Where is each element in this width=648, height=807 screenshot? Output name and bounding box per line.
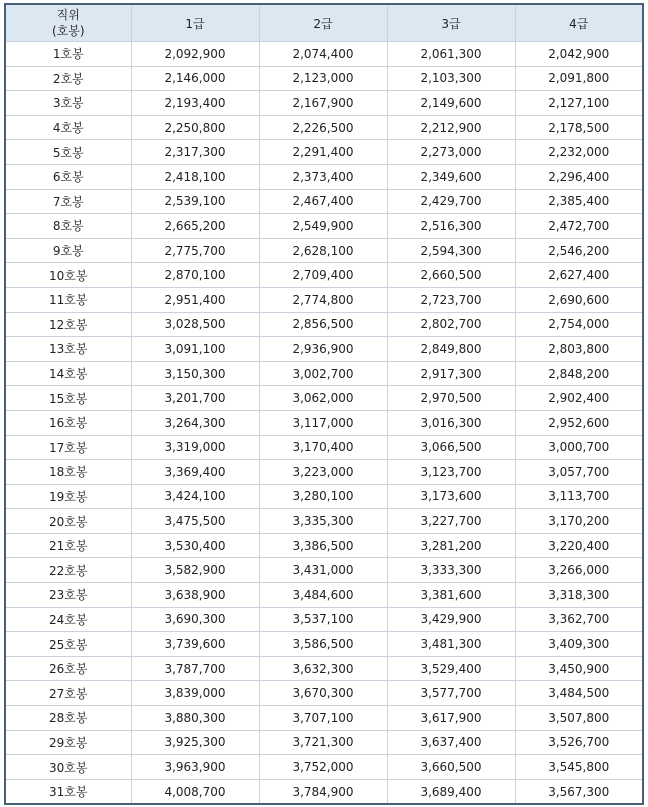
salary-cell-grade-4: 2,627,400 [515,263,643,288]
salary-cell-grade-3: 3,281,200 [387,533,515,558]
salary-cell-grade-4: 3,507,800 [515,706,643,731]
table-row [5,115,643,140]
step-label: 3호봉 [5,91,131,116]
salary-cell-grade-4: 3,220,400 [515,533,643,558]
salary-cell-grade-1: 2,775,700 [131,238,259,263]
salary-cell-grade-2: 2,628,100 [259,238,387,263]
salary-cell-grade-2: 3,386,500 [259,533,387,558]
salary-cell-grade-2: 3,431,000 [259,558,387,583]
salary-cell-grade-2: 2,549,900 [259,214,387,239]
salary-cell-grade-4: 2,178,500 [515,115,643,140]
salary-cell-grade-1: 3,963,900 [131,755,259,780]
salary-cell-grade-1: 2,146,000 [131,66,259,91]
salary-cell-grade-1: 3,925,300 [131,730,259,755]
table-row [5,533,643,558]
salary-cell-grade-4: 3,484,500 [515,681,643,706]
step-label: 23호봉 [5,583,131,608]
salary-cell-grade-3: 3,173,600 [387,484,515,509]
header-row [5,4,643,42]
salary-cell-grade-4: 2,690,600 [515,287,643,312]
salary-cell-grade-2: 2,167,900 [259,91,387,116]
salary-cell-grade-3: 2,660,500 [387,263,515,288]
salary-cell-grade-3: 2,429,700 [387,189,515,214]
salary-cell-grade-3: 2,723,700 [387,287,515,312]
salary-cell-grade-3: 3,429,900 [387,607,515,632]
salary-cell-grade-2: 3,117,000 [259,410,387,435]
salary-table-container [4,3,642,805]
salary-cell-grade-1: 2,250,800 [131,115,259,140]
salary-cell-grade-4: 3,409,300 [515,632,643,657]
salary-cell-grade-3: 2,917,300 [387,361,515,386]
salary-cell-grade-3: 2,802,700 [387,312,515,337]
table-row [5,558,643,583]
step-label: 27호봉 [5,681,131,706]
salary-cell-grade-1: 3,150,300 [131,361,259,386]
header-position-line1: 직위 [56,8,80,22]
step-label: 8호봉 [5,214,131,239]
table-row [5,91,643,116]
header-position [5,4,131,42]
salary-cell-grade-4: 3,113,700 [515,484,643,509]
salary-cell-grade-1: 2,870,100 [131,263,259,288]
salary-cell-grade-4: 2,385,400 [515,189,643,214]
table-row [5,583,643,608]
salary-cell-grade-2: 2,373,400 [259,164,387,189]
step-label: 21호봉 [5,533,131,558]
table-row [5,361,643,386]
salary-cell-grade-4: 2,042,900 [515,42,643,67]
salary-cell-grade-2: 3,784,900 [259,779,387,804]
salary-cell-grade-2: 3,586,500 [259,632,387,657]
table-row [5,509,643,534]
salary-cell-grade-2: 3,484,600 [259,583,387,608]
step-label: 20호봉 [5,509,131,534]
salary-cell-grade-2: 2,226,500 [259,115,387,140]
table-row [5,632,643,657]
table-row [5,460,643,485]
table-row [5,410,643,435]
salary-cell-grade-4: 2,232,000 [515,140,643,165]
step-label: 17호봉 [5,435,131,460]
step-label: 24호봉 [5,607,131,632]
salary-cell-grade-2: 2,774,800 [259,287,387,312]
salary-cell-grade-3: 3,637,400 [387,730,515,755]
table-row [5,263,643,288]
step-label: 16호봉 [5,410,131,435]
salary-cell-grade-1: 2,665,200 [131,214,259,239]
header-position-line2: (호봉) [51,24,85,38]
salary-cell-grade-2: 3,707,100 [259,706,387,731]
salary-cell-grade-3: 3,333,300 [387,558,515,583]
table-header [5,4,643,42]
step-label: 4호봉 [5,115,131,140]
salary-cell-grade-1: 2,092,900 [131,42,259,67]
step-label: 9호봉 [5,238,131,263]
salary-cell-grade-4: 3,266,000 [515,558,643,583]
salary-cell-grade-2: 2,291,400 [259,140,387,165]
step-label: 22호봉 [5,558,131,583]
salary-cell-grade-4: 2,296,400 [515,164,643,189]
salary-cell-grade-2: 3,537,100 [259,607,387,632]
salary-cell-grade-1: 2,539,100 [131,189,259,214]
salary-cell-grade-4: 2,848,200 [515,361,643,386]
salary-cell-grade-1: 3,582,900 [131,558,259,583]
salary-cell-grade-3: 2,149,600 [387,91,515,116]
step-label: 13호봉 [5,337,131,362]
salary-cell-grade-1: 3,091,100 [131,337,259,362]
step-label: 18호봉 [5,460,131,485]
step-label: 1호봉 [5,42,131,67]
salary-cell-grade-2: 2,467,400 [259,189,387,214]
step-label: 5호봉 [5,140,131,165]
salary-cell-grade-3: 3,123,700 [387,460,515,485]
step-label: 19호봉 [5,484,131,509]
salary-cell-grade-4: 2,472,700 [515,214,643,239]
step-label: 31호봉 [5,779,131,804]
salary-cell-grade-4: 2,754,000 [515,312,643,337]
table-row [5,607,643,632]
step-label: 26호봉 [5,656,131,681]
salary-cell-grade-4: 3,450,900 [515,656,643,681]
salary-cell-grade-3: 3,381,600 [387,583,515,608]
salary-cell-grade-4: 3,362,700 [515,607,643,632]
header-grade-2: 2급 [259,4,387,42]
table-row [5,681,643,706]
salary-cell-grade-1: 3,739,600 [131,632,259,657]
salary-cell-grade-1: 4,008,700 [131,779,259,804]
salary-cell-grade-2: 3,170,400 [259,435,387,460]
salary-cell-grade-1: 3,475,500 [131,509,259,534]
salary-cell-grade-1: 2,951,400 [131,287,259,312]
header-grade-1: 1급 [131,4,259,42]
salary-cell-grade-1: 3,201,700 [131,386,259,411]
salary-cell-grade-2: 3,752,000 [259,755,387,780]
salary-cell-grade-3: 2,516,300 [387,214,515,239]
salary-cell-grade-3: 3,529,400 [387,656,515,681]
salary-cell-grade-1: 3,369,400 [131,460,259,485]
salary-cell-grade-1: 3,264,300 [131,410,259,435]
salary-cell-grade-2: 2,074,400 [259,42,387,67]
salary-cell-grade-4: 3,567,300 [515,779,643,804]
table-row [5,779,643,804]
salary-cell-grade-1: 2,317,300 [131,140,259,165]
salary-cell-grade-1: 3,638,900 [131,583,259,608]
salary-cell-grade-1: 3,839,000 [131,681,259,706]
salary-cell-grade-3: 3,227,700 [387,509,515,534]
step-label: 11호봉 [5,287,131,312]
salary-cell-grade-4: 2,902,400 [515,386,643,411]
salary-cell-grade-2: 2,936,900 [259,337,387,362]
salary-cell-grade-4: 3,526,700 [515,730,643,755]
step-label: 29호봉 [5,730,131,755]
salary-cell-grade-4: 2,803,800 [515,337,643,362]
salary-cell-grade-2: 3,632,300 [259,656,387,681]
salary-cell-grade-3: 3,577,700 [387,681,515,706]
step-label: 30호봉 [5,755,131,780]
salary-cell-grade-3: 2,594,300 [387,238,515,263]
salary-cell-grade-3: 2,273,000 [387,140,515,165]
salary-cell-grade-3: 2,349,600 [387,164,515,189]
table-row [5,656,643,681]
table-row [5,755,643,780]
salary-cell-grade-1: 2,418,100 [131,164,259,189]
salary-cell-grade-3: 3,689,400 [387,779,515,804]
step-label: 10호봉 [5,263,131,288]
salary-cell-grade-3: 3,481,300 [387,632,515,657]
salary-cell-grade-2: 3,002,700 [259,361,387,386]
salary-table [4,3,644,805]
step-label: 14호봉 [5,361,131,386]
table-row [5,164,643,189]
salary-cell-grade-3: 3,016,300 [387,410,515,435]
salary-cell-grade-1: 2,193,400 [131,91,259,116]
step-label: 25호봉 [5,632,131,657]
salary-cell-grade-3: 2,849,800 [387,337,515,362]
salary-cell-grade-2: 2,123,000 [259,66,387,91]
salary-cell-grade-4: 3,000,700 [515,435,643,460]
table-row [5,484,643,509]
step-label: 2호봉 [5,66,131,91]
salary-cell-grade-3: 3,066,500 [387,435,515,460]
salary-cell-grade-2: 2,856,500 [259,312,387,337]
header-grade-4: 4급 [515,4,643,42]
salary-cell-grade-1: 3,880,300 [131,706,259,731]
salary-cell-grade-3: 2,061,300 [387,42,515,67]
salary-cell-grade-4: 2,952,600 [515,410,643,435]
table-row [5,140,643,165]
salary-cell-grade-4: 2,127,100 [515,91,643,116]
step-label: 15호봉 [5,386,131,411]
table-row [5,238,643,263]
table-row [5,312,643,337]
table-row [5,189,643,214]
table-row [5,66,643,91]
salary-cell-grade-2: 2,709,400 [259,263,387,288]
salary-cell-grade-2: 3,223,000 [259,460,387,485]
salary-cell-grade-1: 3,787,700 [131,656,259,681]
table-row [5,706,643,731]
salary-cell-grade-1: 3,028,500 [131,312,259,337]
step-label: 6호봉 [5,164,131,189]
table-row [5,435,643,460]
salary-cell-grade-2: 3,721,300 [259,730,387,755]
salary-cell-grade-1: 3,690,300 [131,607,259,632]
salary-cell-grade-2: 3,280,100 [259,484,387,509]
salary-cell-grade-2: 3,335,300 [259,509,387,534]
table-row [5,730,643,755]
table-row [5,337,643,362]
salary-cell-grade-2: 3,670,300 [259,681,387,706]
salary-cell-grade-3: 3,660,500 [387,755,515,780]
salary-cell-grade-1: 3,424,100 [131,484,259,509]
step-label: 12호봉 [5,312,131,337]
table-row [5,386,643,411]
step-label: 7호봉 [5,189,131,214]
table-row [5,42,643,67]
salary-cell-grade-4: 2,091,800 [515,66,643,91]
table-row [5,214,643,239]
salary-cell-grade-3: 2,212,900 [387,115,515,140]
salary-cell-grade-4: 3,545,800 [515,755,643,780]
table-row [5,287,643,312]
salary-cell-grade-1: 3,319,000 [131,435,259,460]
salary-cell-grade-4: 3,318,300 [515,583,643,608]
salary-cell-grade-4: 3,170,200 [515,509,643,534]
salary-cell-grade-3: 2,970,500 [387,386,515,411]
salary-cell-grade-4: 3,057,700 [515,460,643,485]
salary-cell-grade-3: 2,103,300 [387,66,515,91]
salary-cell-grade-3: 3,617,900 [387,706,515,731]
salary-cell-grade-2: 3,062,000 [259,386,387,411]
header-grade-3: 3급 [387,4,515,42]
table-body [5,42,643,805]
step-label: 28호봉 [5,706,131,731]
salary-cell-grade-4: 2,546,200 [515,238,643,263]
salary-cell-grade-1: 3,530,400 [131,533,259,558]
